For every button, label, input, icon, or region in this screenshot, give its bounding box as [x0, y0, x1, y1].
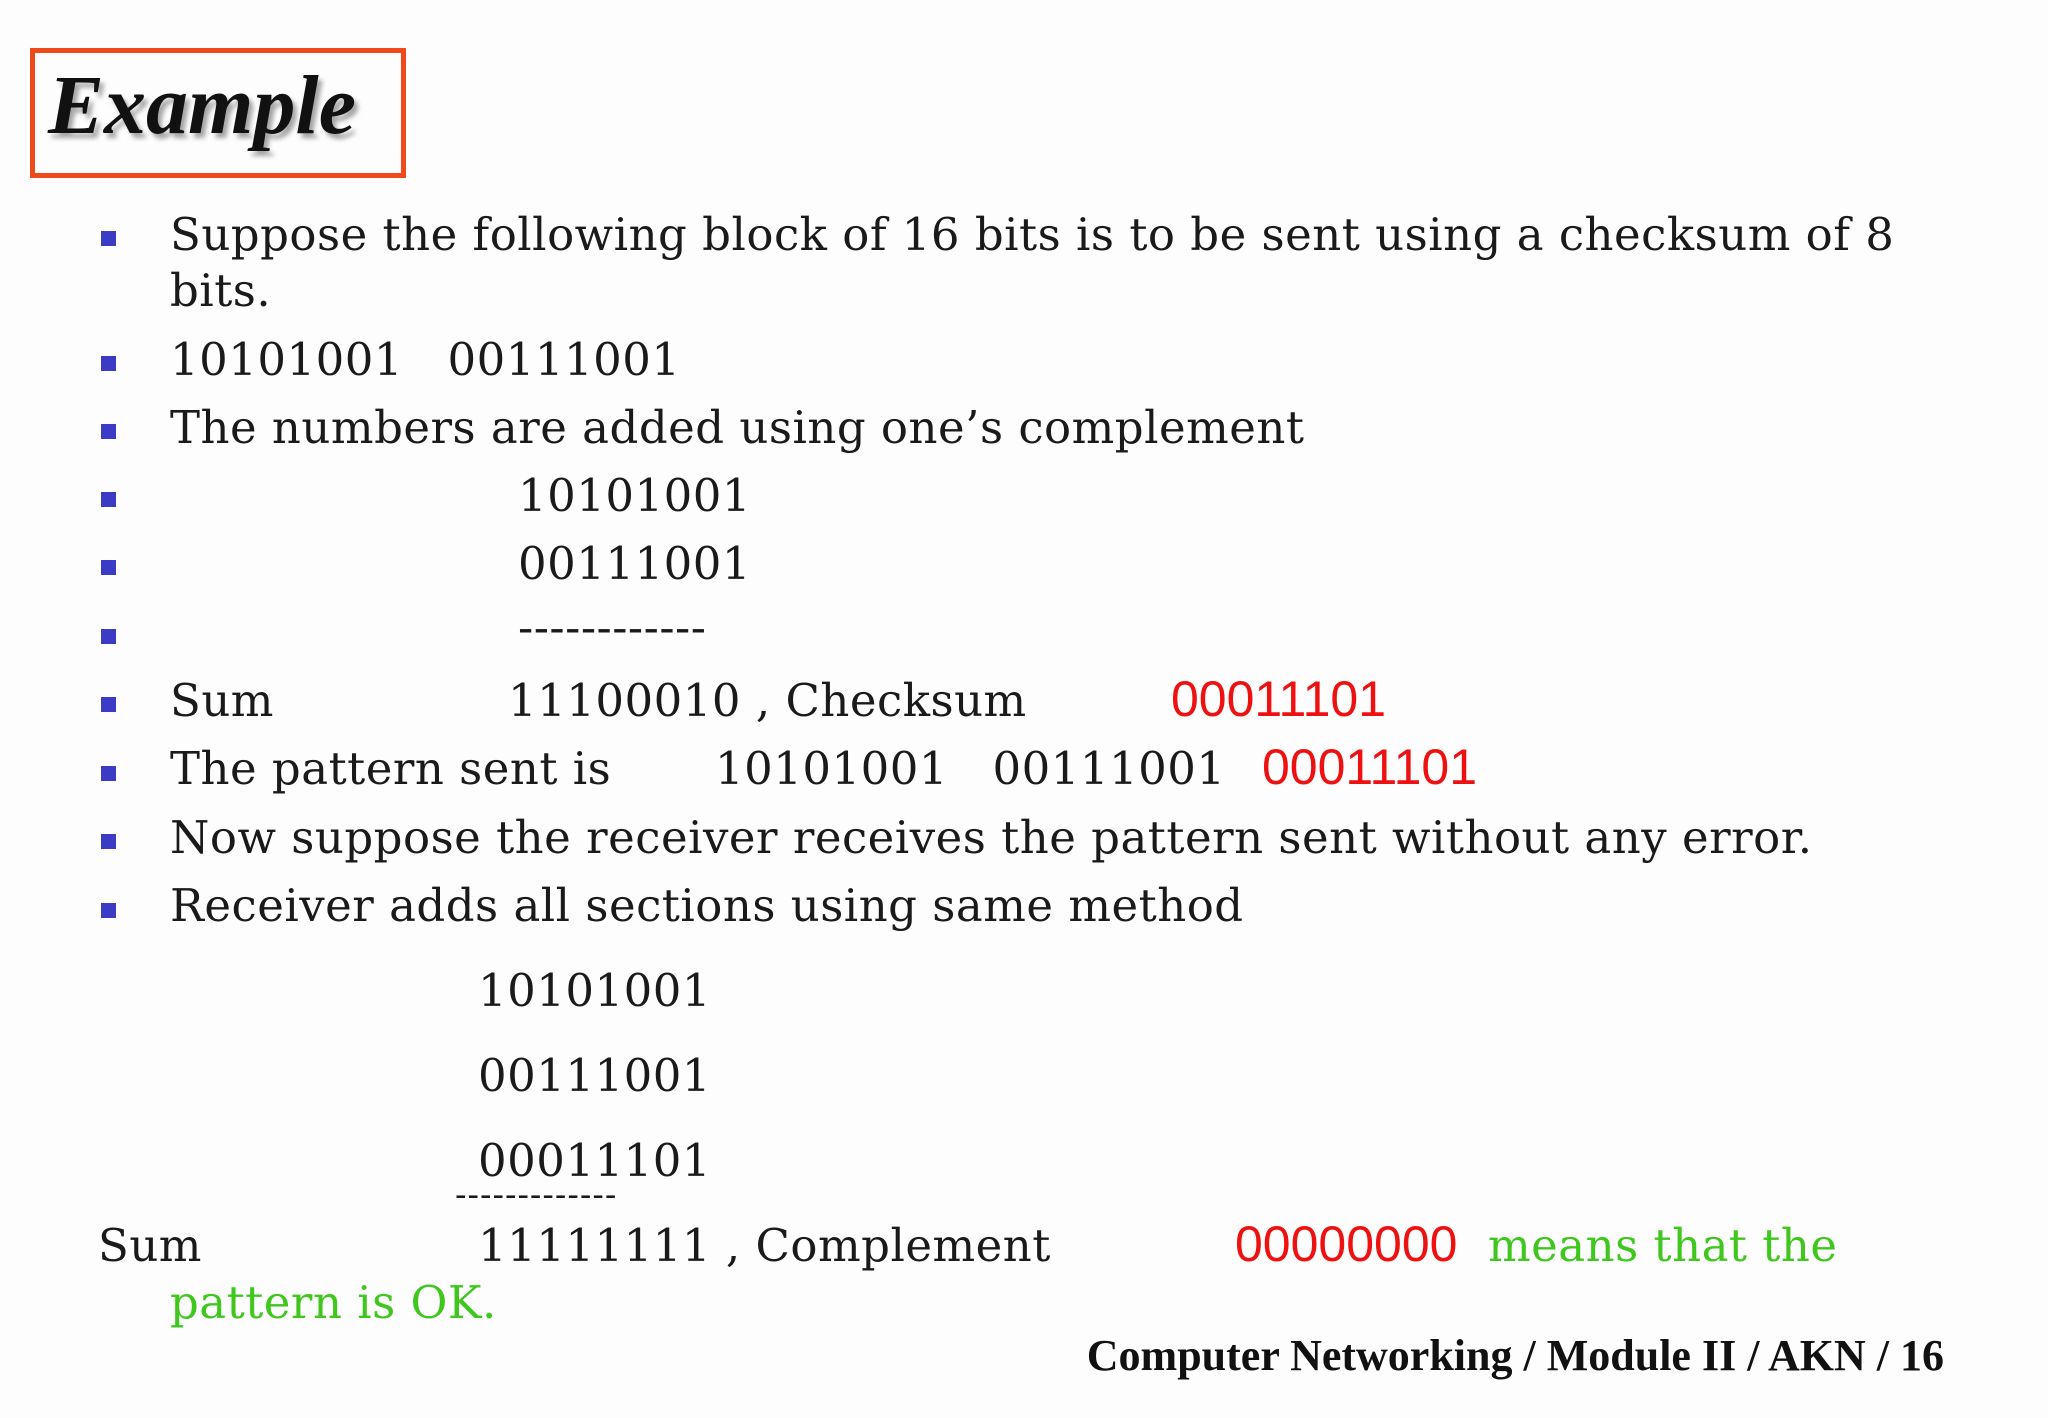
- bullet-icon: [101, 560, 116, 575]
- conclusion-text-continuation: pattern is OK.: [170, 1276, 497, 1329]
- slide-footer: Computer Networking / Module II / AKN / 16: [1086, 1331, 1944, 1380]
- complement-value: 00000000: [1235, 1216, 1458, 1272]
- bullet-text-continuation: bits.: [170, 264, 272, 317]
- bullet-icon: [101, 492, 116, 507]
- bullet-icon: [101, 424, 116, 439]
- addend-1: 10101001: [518, 469, 752, 522]
- sum-value: 11100010 , Checksum: [508, 674, 1027, 727]
- bullet-text: Now suppose the receiver receives the pattern sent without any error.: [170, 811, 1813, 864]
- sum-label: Sum: [170, 674, 274, 727]
- bullet-text: Suppose the following block of 16 bits is to be sent using a checksum of 8: [170, 208, 1895, 261]
- pattern-data: 10101001 00111001: [715, 742, 1226, 795]
- bullet-icon: [101, 834, 116, 849]
- receiver-row-1: 10101001: [478, 964, 712, 1017]
- bullet-icon: [101, 356, 116, 371]
- slide-title: Example: [48, 59, 356, 152]
- bullet-icon: [101, 697, 116, 712]
- bullet-text: 10101001 00111001: [170, 333, 681, 386]
- pattern-checksum: 00011101: [1262, 739, 1478, 795]
- receiver-row-3: 00011101: [478, 1134, 712, 1187]
- checksum-value: 00011101: [1171, 671, 1387, 727]
- receiver-sum-value: 11111111 , Complement: [478, 1219, 1051, 1272]
- conclusion-text: means that the: [1488, 1219, 1838, 1272]
- sum-divider: ------------: [518, 601, 707, 654]
- receiver-row-2: 00111001: [478, 1049, 712, 1102]
- bullet-icon: [101, 903, 116, 918]
- bullet-text: The numbers are added using one’s complement: [170, 401, 1305, 454]
- bullet-icon: [101, 629, 116, 644]
- pattern-label: The pattern sent is: [170, 742, 612, 795]
- bullet-icon: [101, 231, 116, 246]
- bullet-icon: [101, 766, 116, 781]
- bullet-text: Receiver adds all sections using same method: [170, 879, 1244, 932]
- receiver-divider: -------------: [455, 1175, 618, 1215]
- receiver-sum-label: Sum: [98, 1219, 202, 1272]
- addend-2: 00111001: [518, 537, 752, 590]
